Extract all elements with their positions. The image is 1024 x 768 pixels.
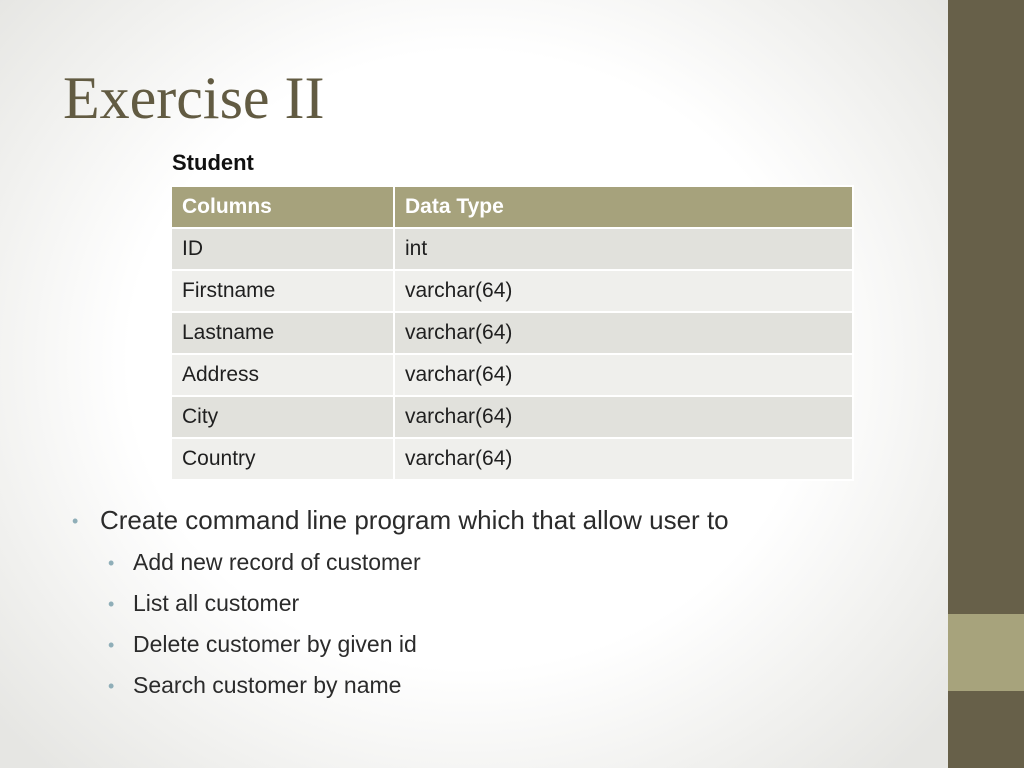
bullet-dot-icon: •: [108, 635, 115, 655]
table-row: [171, 354, 853, 396]
table-cell-type: int: [394, 228, 853, 270]
sub-bullet-text: Add new record of customer: [133, 549, 421, 575]
bullet-dot-icon: •: [108, 676, 115, 696]
sub-bullet-text: List all customer: [133, 590, 300, 616]
table-cell-type: varchar(64): [394, 354, 853, 396]
bullet-text: Create command line program which that allow user to: [100, 505, 729, 535]
table-cell-column: City: [171, 396, 394, 438]
bullet-list: [72, 502, 729, 702]
table-cell-type: varchar(64): [394, 312, 853, 354]
table-header-row: [171, 186, 853, 228]
table-cell-type: varchar(64): [394, 438, 853, 480]
table-caption: Student: [172, 150, 254, 175]
bullet-dot-icon: •: [72, 511, 79, 531]
bullet-dot-icon: •: [108, 553, 115, 573]
table-cell-column: Firstname: [171, 270, 394, 312]
table-row: [171, 228, 853, 270]
slide-title: Exercise II: [63, 65, 325, 131]
table-cell-column: Address: [171, 354, 394, 396]
student-table: [170, 185, 854, 481]
sidebar-accent-block: [948, 614, 1024, 691]
list-item: [72, 586, 729, 620]
table-row: [171, 270, 853, 312]
table-row: [171, 396, 853, 438]
sub-bullet-text: Search customer by name: [133, 672, 402, 698]
list-item: [72, 627, 729, 661]
list-item: [72, 502, 729, 538]
header-columns: Columns: [171, 186, 394, 228]
table-row: [171, 312, 853, 354]
table-row: [171, 438, 853, 480]
list-item: [72, 545, 729, 579]
table-cell-column: Lastname: [171, 312, 394, 354]
table-cell-column: Country: [171, 438, 394, 480]
bullet-dot-icon: •: [108, 594, 115, 614]
table-cell-type: varchar(64): [394, 396, 853, 438]
table-cell-type: varchar(64): [394, 270, 853, 312]
sub-bullet-text: Delete customer by given id: [133, 631, 417, 657]
list-item: [72, 668, 729, 702]
table-cell-column: ID: [171, 228, 394, 270]
header-data-type: Data Type: [394, 186, 853, 228]
